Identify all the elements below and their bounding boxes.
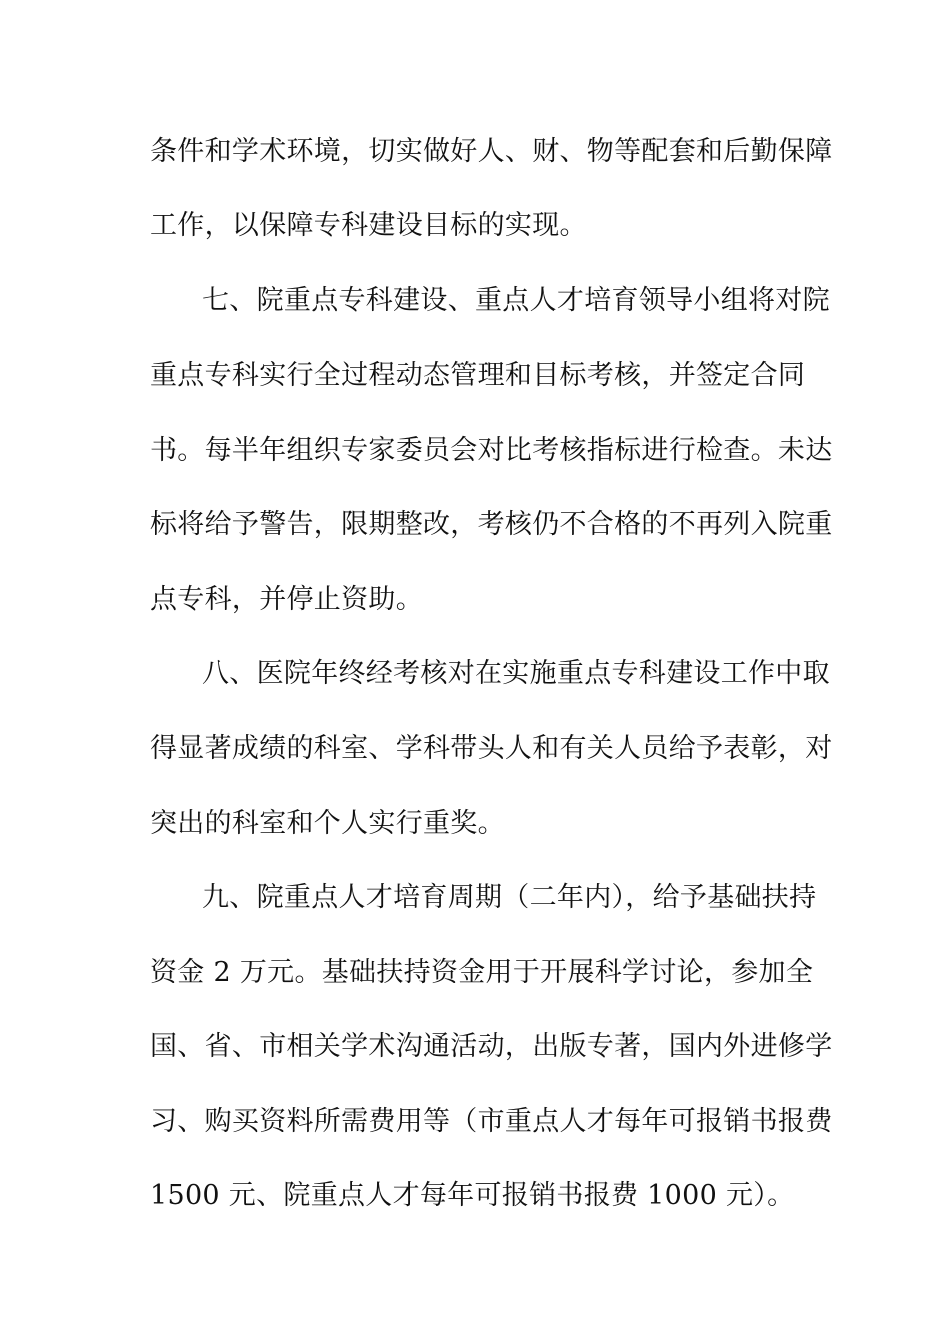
text-line: 1500 元、院重点人才每年可报销书报费 1000 元）。 (150, 1180, 795, 1211)
text-line: 条件和学术环境，切实做好人、财、物等配套和后勤保障 (150, 136, 833, 167)
text-line: 书。每半年组织专家委员会对比考核指标进行检查。未达 (150, 435, 833, 466)
text-line: 九、院重点人才培育周期（二年内），给予基础扶持 (202, 882, 817, 913)
text-line: 习、购买资料所需费用等（市重点人才每年可报销书报费 (150, 1106, 833, 1137)
text-line: 工作，以保障专科建设目标的实现。 (150, 210, 587, 241)
text-line: 标将给予警告，限期整改，考核仍不合格的不再列入院重 (150, 509, 833, 540)
text-line: 重点专科实行全过程动态管理和目标考核，并签定合同 (150, 360, 806, 391)
text-line: 点专科，并停止资助。 (150, 584, 423, 615)
text-line: 八、医院年终经考核对在实施重点专科建设工作中取 (202, 658, 830, 689)
text-line: 资金 2 万元。基础扶持资金用于开展科学讨论，参加全 (150, 957, 814, 988)
text-line: 国、省、市相关学术沟通活动，出版专著，国内外进修学 (150, 1031, 833, 1062)
text-line: 得显著成绩的科室、学科带头人和有关人员给予表彰，对 (150, 733, 833, 764)
text-line: 七、院重点专科建设、重点人才培育领导小组将对院 (202, 285, 830, 316)
text-line: 突出的科室和个人实行重奖。 (150, 808, 505, 839)
